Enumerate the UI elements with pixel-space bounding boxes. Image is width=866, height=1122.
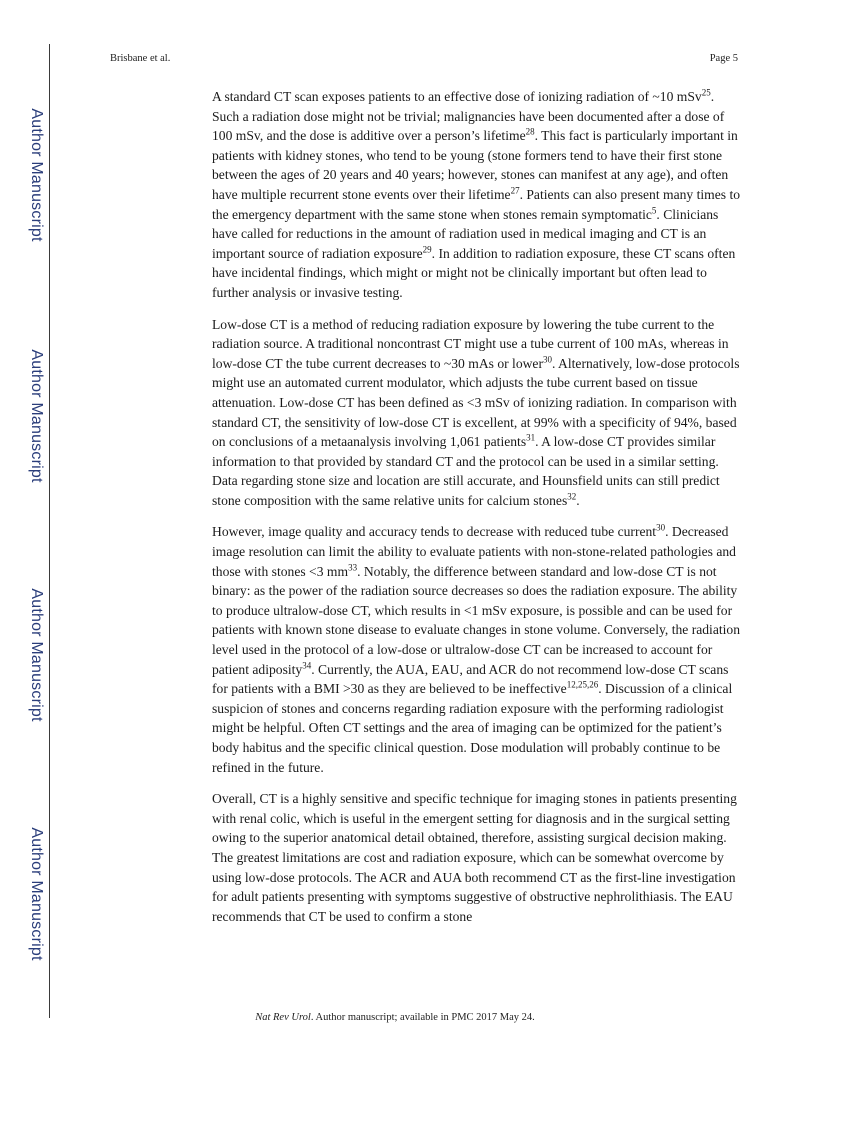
footer-journal: Nat Rev Urol <box>255 1012 311 1023</box>
paragraph-text: A standard CT scan exposes patients to an effective dose of ionizing radiation of ~10 mSv <box>212 89 702 104</box>
paragraph-text: . Clinicians have called for reductions in the amount of radiation used in medical imaging and CT is an important source of radiation exposure <box>212 206 719 261</box>
paragraph-text: . In addition to radiation exposure, these CT scans often have incidental findings, which might or might not be clinically important but often lead to further analysis or invasive testing. <box>212 245 736 300</box>
running-head-authors: Brisbane et al. <box>110 53 171 64</box>
body-paragraph <box>212 522 742 777</box>
article-body <box>212 87 742 938</box>
body-paragraph <box>212 87 742 303</box>
paragraph-text: . Patients can also present many times to the emergency department with the same stone when stones remain symptomatic <box>212 186 741 222</box>
citation-reference: 34 <box>302 660 312 671</box>
citation-reference: 5 <box>651 205 657 216</box>
citation-reference: 32 <box>567 491 577 502</box>
citation-reference: 29 <box>422 244 432 255</box>
footer-citation <box>0 1012 790 1023</box>
paragraph-text: Overall, CT is a highly sensitive and specific technique for imaging stones in patients presenting with renal colic, which is useful in the emergent setting for diagnosis and in the surgical setting owing to the superior anatomical detail obtained, therefore, assisting surgical decision making. The greatest limitations are cost and radiation exposure, which can be somewhat overcome by using low-dose protocols. The ACR and AUA both recommend CT as the first-line investigation for adult patients presenting with symptoms suggestive of obstructive nephrolithiasis. The EAU recommends that CT be used to confirm a stone <box>212 791 737 924</box>
paragraph-text: However, image quality and accuracy tends to decrease with reduced tube current <box>212 524 657 540</box>
citation-reference: 27 <box>510 185 520 196</box>
paragraph-text: . A low-dose CT provides similar information to that provided by standard CT and the protocol can be used in a similar setting. Data regarding stone size and location are still accurate, and Hounsfield units can still predict stone composition with the same relative units for calcium stones <box>212 434 720 508</box>
body-paragraph <box>212 315 742 511</box>
margin-rule <box>49 44 50 1018</box>
paragraph-text: Low-dose CT is a method of reducing radiation exposure by lowering the tube current to the radiation source. A traditional noncontrast CT might use a tube current of 100 mAs, whereas in low-dose CT the tube current decreases to ~30 mAs or lower <box>212 316 729 371</box>
body-paragraph <box>212 789 742 926</box>
running-head-page-number: Page 5 <box>709 53 738 64</box>
paragraph-text: . Discussion of a clinical suspicion of stones and concerns regarding radiation exposure with the performing radiologist might be helpful. Often CT settings and the area of imaging can be optimized for the patient’s body habitus and the specific clinical question. Dose modulation will probably continue to be refined in the future. <box>212 681 733 775</box>
paragraph-text: . Currently, the AUA, EAU, and ACR do not recommend low-dose CT scans for patients with a BMI >30 as they are believed to be ineffective <box>212 661 729 697</box>
paragraph-text: . Such a radiation dose might not be trivial; malignancies have been documented after a dose of 100 mSv, and the dose is additive over a person’s lifetime <box>212 89 725 144</box>
paragraph-text: . This fact is particularly important in patients with kidney stones, who tend to be young (stone formers tend to have their first stone between the ages of 20 years and 40 years; however, stones can manifest at any age), and often have multiple recurrent stone events over their lifetime <box>212 128 738 202</box>
citation-reference: 30 <box>656 522 666 533</box>
citation-reference: 30 <box>543 354 552 365</box>
paragraph-text: . Notably, the difference between standard and low-dose CT is not binary: as the power of the radiation source decreases so does the radiation exposure. The ability to produce ultralow-dose CT, which results in <1 mSv exposure, is possible and can be used for patients with known stone disease to evaluate changes in stone volume. Conversely, the radiation level used in the protocol of a low-dose or ultralow-dose CT can be increased to account for patient adiposity <box>212 563 741 677</box>
citation-reference: 28 <box>525 126 535 137</box>
citation-reference: 25 <box>701 87 711 98</box>
paragraph-text: . Alternatively, low-dose protocols might use an automated current modulator, which adjusts the tube current based on tissue attenuation. Low-dose CT has been defined as <3 mSv of ionizing radiation. In comparison with standard CT, the sensitivity of low-dose CT is excellent, at 99% with a specificity of 94%, based on conclusions of a metaanalysis involving 1,061 patients <box>212 355 740 450</box>
citation-reference: 33 <box>348 562 358 573</box>
footer-availability: . Author manuscript; available in PMC 2017 May 24. <box>310 1012 535 1023</box>
paragraph-text: . Decreased image resolution can limit the ability to evaluate patients with non-stone-related pathologies and those with stones <3 mm <box>212 524 736 579</box>
citation-reference: 31 <box>526 432 536 443</box>
citation-reference: 12,25,26 <box>566 679 599 690</box>
paragraph-text: . <box>576 492 580 508</box>
